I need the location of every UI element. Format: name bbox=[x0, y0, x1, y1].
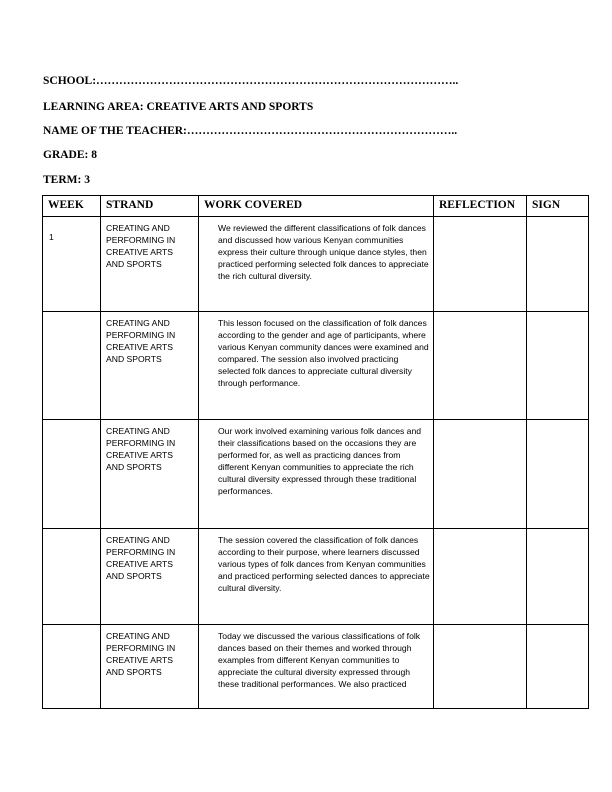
strand-cell: CREATING AND PERFORMING IN CREATIVE ARTS AND SPORTS bbox=[101, 529, 199, 625]
sign-cell bbox=[527, 312, 589, 420]
week-cell bbox=[43, 312, 101, 420]
school-field: SCHOOL:………………………………………………………………………………….. bbox=[43, 75, 459, 87]
week-cell bbox=[43, 529, 101, 625]
work-covered-cell: The session covered the classification of folk dances according to their purpose, where learners discussed various types of folk dances from Kenyan communities and practiced performing selected dances to appreciate cultural diversity. bbox=[199, 529, 434, 625]
work-covered-cell: We reviewed the different classifications of folk dances and discussed how various Kenyan communities express their culture through unique dance styles, then practiced performing selected folk dances to appreciate the rich cultural diversity. bbox=[199, 217, 434, 312]
column-header-sign: SIGN bbox=[527, 196, 589, 217]
grade-label: GRADE: 8 bbox=[43, 149, 97, 161]
sign-cell bbox=[527, 420, 589, 529]
reflection-cell bbox=[434, 420, 527, 529]
work-covered-cell: Today we discussed the various classifications of folk dances based on their themes and worked through examples from different Kenyan communities to appreciate the cultural diversity expressed through these traditional performances. We also practiced bbox=[199, 625, 434, 709]
reflection-cell bbox=[434, 625, 527, 709]
week-cell: 1 bbox=[43, 217, 101, 312]
column-header-reflection: REFLECTION bbox=[434, 196, 527, 217]
work-covered-cell: This lesson focused on the classification of folk dances according to the gender and age of participants, where various Kenyan community dances were examined and compared. The session also involved practicing selected folk dances to appreciate cultural diversity through performance. bbox=[199, 312, 434, 420]
reflection-cell bbox=[434, 529, 527, 625]
teacher-name-field: NAME OF THE TEACHER:…………………………………………………………….. bbox=[43, 125, 458, 137]
work-covered-cell: Our work involved examining various folk dances and their classifications based on the occasions they are performed for, as well as practicing dances from different Kenyan communities to appreciate the rich cultural diversity expressed through these traditional performances. bbox=[199, 420, 434, 529]
table-row bbox=[43, 625, 589, 709]
learning-area: LEARNING AREA: CREATIVE ARTS AND SPORTS bbox=[43, 101, 314, 113]
sign-cell bbox=[527, 217, 589, 312]
sign-cell bbox=[527, 529, 589, 625]
table-row bbox=[43, 529, 589, 625]
scheme-of-work-table bbox=[42, 195, 589, 709]
strand-cell: CREATING AND PERFORMING IN CREATIVE ARTS AND SPORTS bbox=[101, 312, 199, 420]
strand-cell: CREATING AND PERFORMING IN CREATIVE ARTS AND SPORTS bbox=[101, 217, 199, 312]
table-row bbox=[43, 420, 589, 529]
table-header-row bbox=[43, 196, 589, 217]
table-row bbox=[43, 312, 589, 420]
column-header-week: WEEK bbox=[43, 196, 101, 217]
column-header-work-covered: WORK COVERED bbox=[199, 196, 434, 217]
sign-cell bbox=[527, 625, 589, 709]
column-header-strand: STRAND bbox=[101, 196, 199, 217]
table-row bbox=[43, 217, 589, 312]
strand-cell: CREATING AND PERFORMING IN CREATIVE ARTS AND SPORTS bbox=[101, 420, 199, 529]
term-label: TERM: 3 bbox=[43, 174, 90, 186]
reflection-cell bbox=[434, 312, 527, 420]
week-cell bbox=[43, 625, 101, 709]
reflection-cell bbox=[434, 217, 527, 312]
week-cell bbox=[43, 420, 101, 529]
strand-cell: CREATING AND PERFORMING IN CREATIVE ARTS AND SPORTS bbox=[101, 625, 199, 709]
